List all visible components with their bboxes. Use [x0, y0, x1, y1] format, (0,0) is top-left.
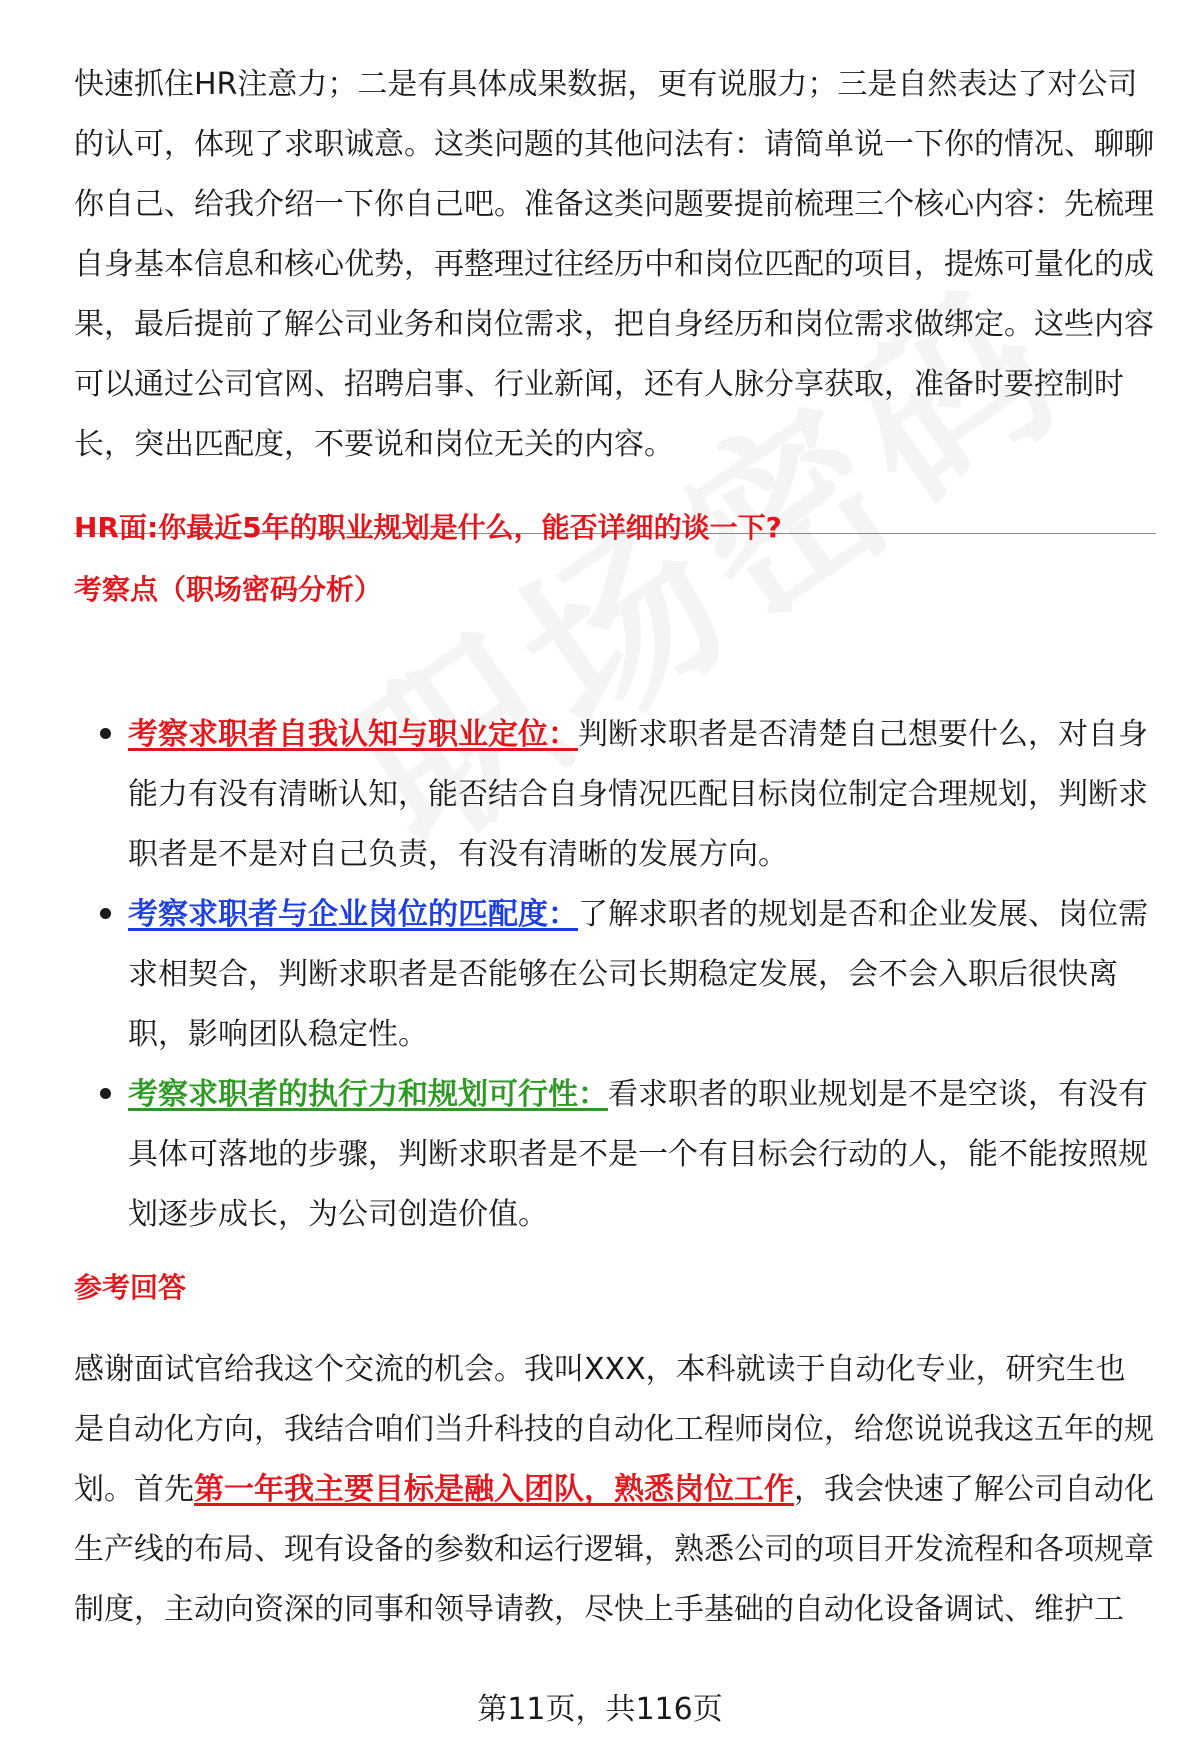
point-text: 判断求职者是否清楚自己想要什么，对自身能力有没有清晰认知，能否结合自身情况匹配目标岗位制定合理规划，判断求职者是不是对自己负责，有没有清晰的发展方向。 [128, 717, 1148, 872]
answer-paragraph [74, 1340, 1154, 1640]
point-text: 了解求职者的规划是否和企业发展、岗位需求相契合，判断求职者是否能够在公司长期稳定发展，会不会入职后很快离职，影响团队稳定性。 [128, 897, 1148, 1052]
bullet-icon [100, 908, 111, 919]
point-label: 考察求职者自我认知与职业定位： [128, 717, 578, 752]
point-text: 看求职者的职业规划是不是空谈，有没有具体可落地的步骤，判断求职者是不是一个有目标会行动的人，能不能按照规划逐步成长，为公司创造价值。 [128, 1077, 1148, 1232]
bullet-icon [100, 1088, 111, 1099]
analysis-heading: 考察点（职场密码分析） [74, 573, 383, 606]
intro-section [74, 55, 1154, 475]
point-label: 考察求职者与企业岗位的匹配度： [128, 897, 578, 932]
question-heading: HR面:你最近5年的职业规划是什么，能否详细的谈一下? [74, 511, 782, 544]
answer-heading: 参考回答 [74, 1271, 187, 1304]
answer-text-start: 感谢面试官给我这个交流的机会。我叫XXX，本科就读于自动化专业，研究生也是自动化方向，我结合咱们当升科技的自动化工程师岗位，给您说说我这五年的规划。首先 [74, 1352, 1154, 1507]
page-number: 第11页，共116页 [477, 1692, 723, 1727]
list-item [74, 885, 1156, 1065]
bullet-icon [100, 728, 111, 739]
answer-text-end: ，我会快速了解公司自动化生产线的布局、现有设备的参数和运行逻辑，熟悉公司的项目开发流程和各项规章制度，主动向资深的同事和领导请教，尽快上手基础的自动化设备调试、维护工 [74, 1472, 1154, 1627]
analysis-points [74, 705, 1156, 1245]
answer-highlight: 第一年我主要目标是融入团队，熟悉岗位工作 [194, 1472, 794, 1507]
point-label: 考察求职者的执行力和规划可行性： [128, 1077, 608, 1112]
list-item [74, 705, 1156, 885]
answer-section [74, 1340, 1154, 1640]
intro-paragraph: 快速抓住HR注意力；二是有具体成果数据，更有说服力；三是自然表达了对公司的认可，体现了求职诚意。这类问题的其他问法有：请简单说一下你的情况、聊聊你自己、给我介绍一下你自己吧。准备这类问题要提前梳理三个核心内容：先梳理自身基本信息和核心优势，再整理过往经历中和岗位匹配的项目，提炼可量化的成果，最后提前了解公司业务和岗位需求，把自身经历和岗位需求做绑定。这些内容可以通过公司官网、招聘启事、行业新闻，还有人脉分享获取，准备时要控制时长，突出匹配度，不要说和岗位无关的内容。 [74, 67, 1154, 462]
list-item [74, 1065, 1156, 1245]
